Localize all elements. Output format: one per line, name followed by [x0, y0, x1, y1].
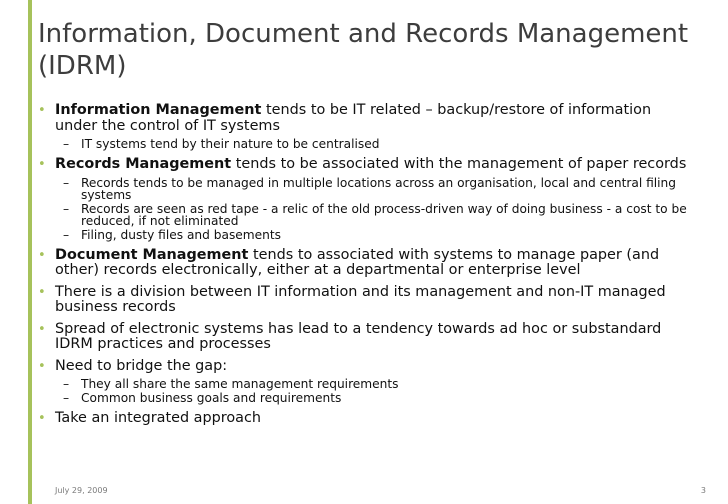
bullet-icon: • — [38, 411, 46, 427]
footer-date: July 29, 2009 — [55, 486, 108, 495]
dash-icon: – — [63, 175, 70, 190]
bullet-item — [38, 411, 693, 427]
bullet-icon: • — [38, 284, 46, 300]
sub-bullet-item — [38, 138, 693, 150]
slide-title: Information, Document and Records Management (IDRM) — [38, 19, 689, 81]
sub-bullet-item — [38, 229, 693, 241]
bullet-text: tends to be IT related – backup/restore of information under the control of IT systems — [55, 102, 652, 134]
bullet-text: tends to associated with systems to manage paper (and other) records electronically, either at a departmental or enterprise level — [55, 246, 660, 279]
bullet-text: Need to bridge the gap: — [55, 357, 228, 374]
bullet-icon: • — [38, 157, 46, 173]
bullet-item — [38, 103, 693, 134]
page-number: 3 — [700, 486, 706, 495]
bullet-text: Take an integrated approach — [55, 410, 262, 427]
bullet-list — [38, 103, 693, 433]
bullet-text: tends to be associated with the management of paper records — [231, 156, 687, 173]
dash-icon: – — [63, 201, 70, 216]
sub-bullet-text: Records tends to be managed in multiple locations across an organisation, local and central filing systems — [81, 175, 677, 203]
sub-bullet-text: Records are seen as red tape - a relic of the old process-driven way of doing business - a cost to be reduced, if not eliminated — [81, 201, 687, 229]
sub-bullet-item — [38, 378, 693, 390]
sub-bullet-text: Filing, dusty files and basements — [81, 227, 282, 242]
bullet-text: Spread of electronic systems has lead to a tendency towards ad hoc or substandard IDRM practices and processes — [55, 320, 662, 353]
sub-bullet-item — [38, 203, 693, 228]
bullet-term: Records Management — [55, 156, 232, 173]
bullet-term: Document Management — [55, 246, 249, 263]
bullet-text: There is a division between IT information and its management and non-IT managed business records — [55, 283, 666, 316]
bullet-item — [38, 322, 693, 353]
sub-bullet-text: They all share the same management requirements — [81, 377, 399, 392]
dash-icon: – — [63, 137, 70, 151]
bullet-term: Information Management — [55, 102, 262, 118]
dash-icon: – — [63, 377, 70, 392]
bullet-icon: • — [38, 321, 46, 337]
bullet-item — [38, 285, 693, 316]
sub-bullet-text: Common business goals and requirements — [81, 390, 342, 405]
sub-bullet-item — [38, 177, 693, 202]
sub-bullet-item — [38, 392, 693, 404]
bullet-item — [38, 157, 693, 173]
bullet-icon: • — [38, 247, 46, 263]
sub-bullet-text: IT systems tend by their nature to be centralised — [81, 137, 380, 151]
dash-icon: – — [63, 390, 70, 405]
bullet-item — [38, 359, 693, 375]
dash-icon: – — [63, 227, 70, 242]
bullet-icon: • — [38, 358, 46, 374]
bullet-icon: • — [38, 103, 46, 118]
accent-bar — [28, 0, 32, 504]
bullet-item — [38, 248, 693, 279]
